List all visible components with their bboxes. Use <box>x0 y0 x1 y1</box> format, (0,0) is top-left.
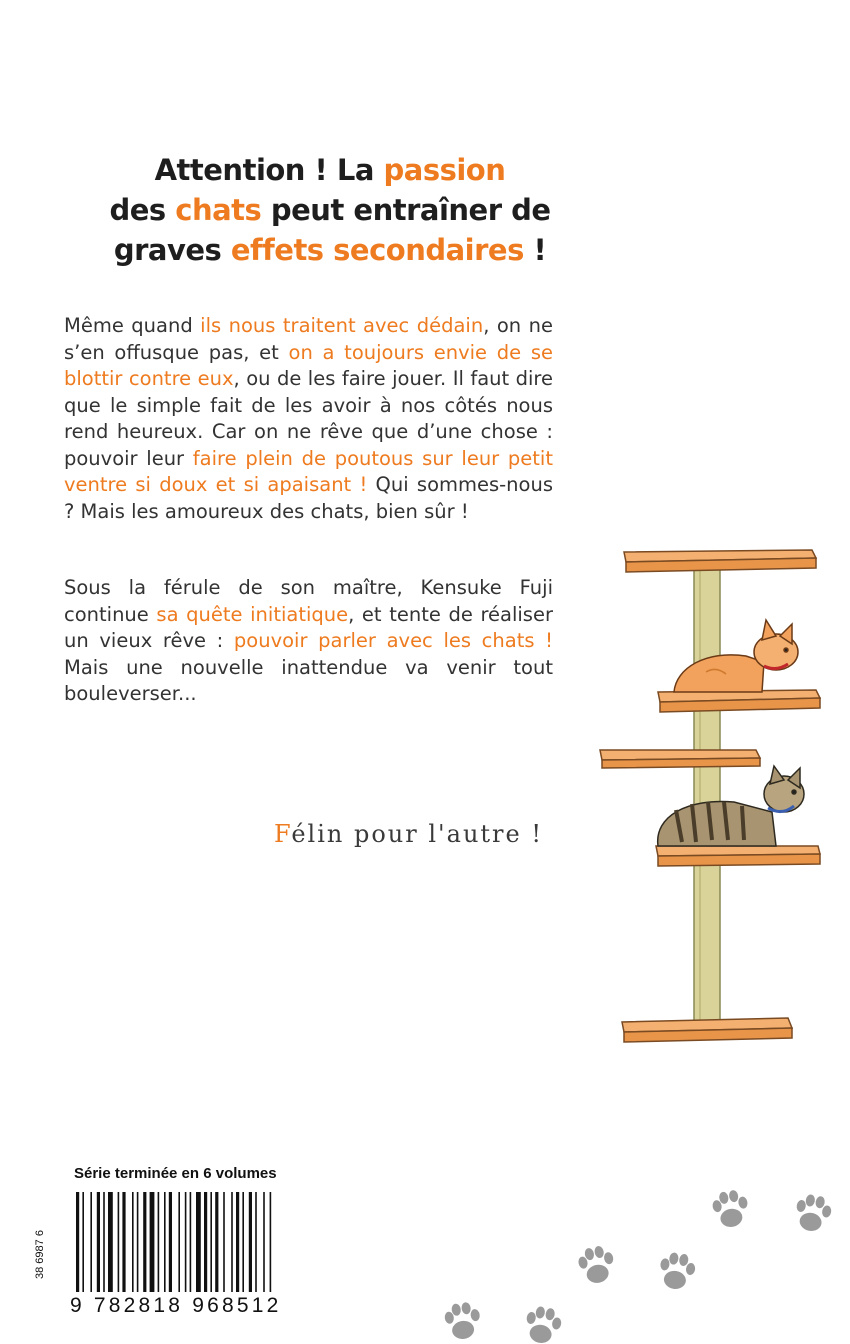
barcode-bar <box>76 1192 79 1292</box>
barcode-bar <box>190 1192 192 1292</box>
barcode-bar <box>132 1192 134 1292</box>
headline-highlight: effets secondaires <box>230 233 524 267</box>
paw-icon <box>523 1304 564 1344</box>
paw-icon <box>576 1244 618 1286</box>
tagline <box>274 820 543 848</box>
barcode-bar <box>242 1192 244 1292</box>
barcode-bar <box>143 1192 146 1292</box>
highlight-phrase: on a toujours envie de se blottir contre eux <box>64 340 553 390</box>
tagline-rest: élin pour l'autre ! <box>291 820 543 848</box>
shelf-top <box>624 550 816 572</box>
paw-icon <box>443 1301 483 1342</box>
barcode-bar <box>169 1192 172 1292</box>
barcode-bar <box>164 1192 166 1292</box>
barcode-bar <box>103 1192 105 1292</box>
barcode-bar <box>82 1192 84 1292</box>
barcode-bar <box>178 1192 180 1292</box>
barcode-bar <box>215 1192 218 1292</box>
tabby-cat <box>658 766 804 846</box>
barcode-bar <box>137 1192 139 1292</box>
barcode-bars <box>76 1192 271 1292</box>
shelf-lower-middle <box>600 750 760 768</box>
isbn-digits: 9 782818 968512 <box>70 1294 282 1317</box>
shelf-upper-middle <box>658 690 820 712</box>
barcode-bar <box>263 1192 265 1292</box>
barcode-bar <box>196 1192 201 1292</box>
scratching-post <box>694 562 720 1030</box>
headline-line-1: Attention ! La passion <box>154 153 506 187</box>
barcode-bar <box>158 1192 160 1292</box>
paw-icon <box>793 1192 834 1234</box>
barcode-bar <box>90 1192 92 1292</box>
barcode-bar <box>204 1192 207 1292</box>
barcode-bar <box>270 1192 272 1292</box>
highlight-phrase: ils nous traitent avec dédain <box>200 314 484 337</box>
shelf-low <box>656 846 820 866</box>
barcode-bar <box>255 1192 257 1292</box>
synopsis-paragraph-1: Même quand ils nous traitent avec dédain, on ne s’en offusque pas, et on a toujours envie de se blottir contre eux, ou de les faire jouer. Il faut dire que le simple fait de les avoir à nos côtés nous rend heureux. Car on ne rêve que d’une chose : pouvoir leur faire plein de poutous sur leur petit ventre si doux et si apaisant ! Qui sommes-nous ? Mais les amoureux des chats, bien sûr ! <box>64 314 553 523</box>
barcode-bar <box>249 1192 252 1292</box>
highlight-phrase: sa quête initiatique <box>156 602 349 626</box>
barcode-bar <box>118 1192 120 1292</box>
series-note: Série terminée en 6 volumes <box>74 1165 277 1182</box>
barcode-bar <box>108 1192 113 1292</box>
cat-tree-illustration <box>596 540 836 1060</box>
shelf-bottom <box>622 1018 792 1042</box>
headline-line-3: graves effets secondaires ! <box>113 233 547 267</box>
barcode-bar <box>236 1192 239 1292</box>
barcode-bar <box>231 1192 233 1292</box>
tagline-initial: F <box>274 820 292 848</box>
headline-highlight: passion <box>383 153 506 187</box>
paw-icon <box>710 1188 751 1230</box>
barcode-bar <box>210 1192 212 1292</box>
headline <box>90 150 570 270</box>
paw-icon <box>657 1251 697 1292</box>
barcode-bar <box>122 1192 125 1292</box>
headline-line-2: des chats peut entraîner de <box>109 193 551 227</box>
orange-cat <box>674 620 798 692</box>
highlight-phrase: pouvoir parler avec les chats ! <box>233 629 553 652</box>
barcode-side-code: 38 6987 6 <box>34 1230 46 1280</box>
barcode-bar <box>185 1192 187 1292</box>
barcode-bar <box>150 1192 155 1292</box>
paw-prints-decoration <box>430 1180 850 1344</box>
barcode-bar <box>97 1192 100 1292</box>
headline-highlight: chats <box>175 193 262 227</box>
highlight-phrase: faire plein de poutous sur leur petit ventre si doux et si apaisant ! <box>64 446 553 496</box>
synopsis-paragraph-2: Sous la férule de son maître, Kensuke Fuji continue sa quête initiatique, et tente de réaliser un vieux rêve : pouvoir parler avec les chats ! Mais une nouvelle inattendue va venir tout bouleverser... <box>64 576 553 705</box>
barcode-bar <box>223 1192 225 1292</box>
